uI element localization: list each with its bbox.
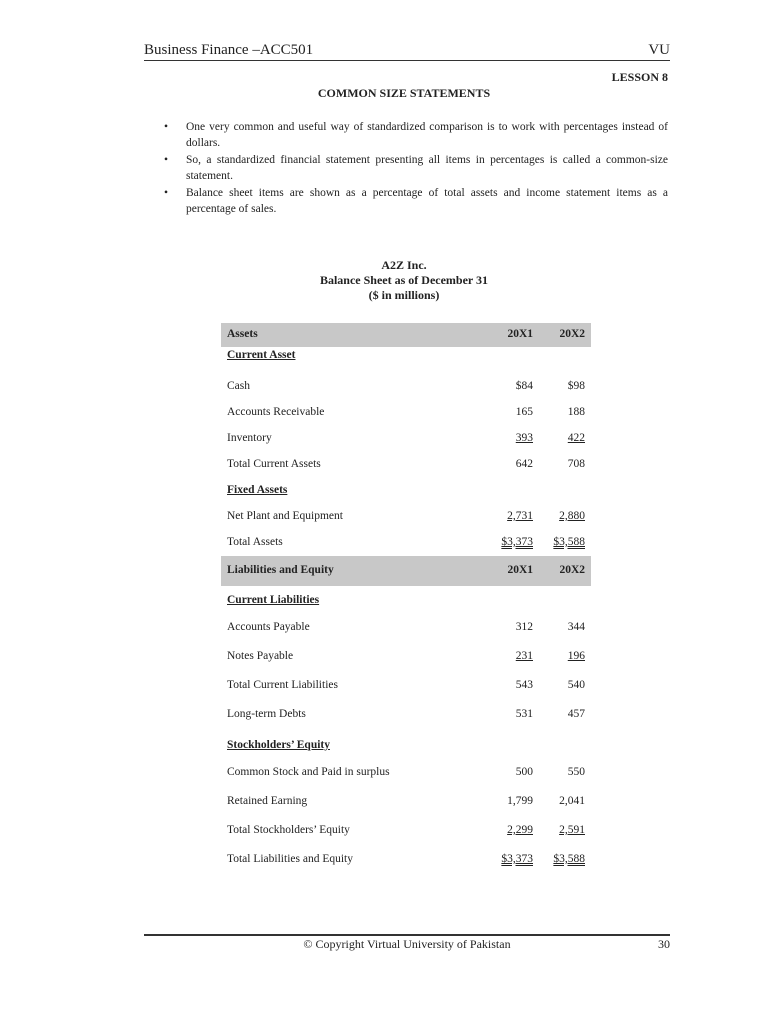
row-value-year-2: 2,880 (559, 510, 585, 522)
bullet-text: One very common and useful way of standardized comparison is to work with percentages instead of dollars. (186, 121, 668, 149)
bullet-icon: • (164, 121, 169, 133)
row-label: Accounts Payable (227, 621, 310, 633)
row-value-year-2: 422 (567, 432, 585, 444)
row-label: Notes Payable (227, 650, 294, 662)
bullet-icon: • (164, 154, 169, 166)
row-label: Total Stockholders’ Equity (227, 824, 350, 836)
bullet-item (162, 152, 668, 184)
lesson-number: LESSON 8 (611, 70, 668, 84)
row-label: Accounts Receivable (227, 406, 325, 418)
row-label: Total Liabilities and Equity (227, 853, 353, 865)
course-title: Business Finance –ACC501 (144, 42, 314, 58)
row-value-year-1: 642 (515, 458, 533, 470)
statement-units: ($ in millions) (368, 288, 440, 302)
table-row (221, 844, 591, 873)
bullet-item (162, 185, 668, 217)
row-value-year-2: 344 (567, 621, 585, 633)
subheading-label: Current Liabilities (227, 594, 320, 606)
row-value-year-2: 196 (567, 650, 585, 662)
table-row (221, 452, 591, 478)
row-value-year-1: 393 (515, 432, 533, 444)
statement-title-block (0, 258, 768, 303)
row-value-year-1: $84 (515, 380, 533, 392)
row-label: Retained Earning (227, 795, 308, 807)
bullet-text: So, a standardized financial statement presenting all items in percentages is called a common-size statement. (186, 154, 668, 182)
row-label: Total Current Liabilities (227, 679, 338, 691)
row-value-year-1: 500 (515, 766, 533, 778)
row-value-year-1: 2,299 (507, 824, 533, 836)
bullet-icon: • (164, 187, 169, 199)
copyright-notice: © Copyright Virtual University of Pakistan (303, 937, 511, 951)
row-value-year-2: $3,588 (553, 536, 585, 548)
fixed-assets-heading (221, 478, 591, 504)
row-label: Total Current Assets (227, 458, 321, 470)
row-value-year-1: 2,731 (507, 510, 533, 522)
row-value-year-2: 2,041 (559, 795, 585, 807)
subheading-label: Fixed Assets (227, 484, 288, 496)
page-footer (144, 934, 670, 951)
liabilities-header-row (221, 556, 591, 586)
row-value-year-1: $3,373 (501, 536, 533, 548)
current-assets-heading (221, 347, 591, 367)
table-row (221, 641, 591, 670)
header-year-1: 20X1 (507, 328, 533, 340)
table-row (221, 426, 591, 452)
table-row (221, 367, 591, 400)
row-value-year-1: 543 (515, 679, 533, 691)
current-liabilities-heading (221, 586, 591, 612)
row-value-year-2: 2,591 (559, 824, 585, 836)
table-row (221, 699, 591, 728)
university-abbrev: VU (648, 42, 670, 58)
row-value-year-1: 531 (515, 708, 533, 720)
section-title: COMMON SIZE STATEMENTS (317, 86, 491, 100)
row-value-year-1: 231 (515, 650, 533, 662)
header-label: Liabilities and Equity (227, 564, 334, 576)
row-value-year-2: $98 (567, 380, 585, 392)
subheading-label: Current Asset (227, 349, 296, 361)
bullet-text: Balance sheet items are shown as a percentage of total assets and income statement items as a percentage of sales. (186, 187, 668, 215)
company-name: A2Z Inc. (381, 258, 427, 272)
bullet-list (162, 119, 668, 218)
header-year-2: 20X2 (559, 328, 585, 340)
row-value-year-1: 312 (515, 621, 533, 633)
row-label: Common Stock and Paid in surplus (227, 766, 390, 778)
header-year-1: 20X1 (507, 564, 533, 576)
row-value-year-1: 1,799 (507, 795, 533, 807)
row-label: Inventory (227, 432, 272, 444)
row-label: Cash (227, 380, 250, 392)
header-label: Assets (227, 328, 258, 340)
row-value-year-1: 165 (515, 406, 533, 418)
page-number: 30 (658, 937, 670, 951)
table-row (221, 815, 591, 844)
row-value-year-2: 540 (567, 679, 585, 691)
row-value-year-2: 457 (567, 708, 585, 720)
row-label: Total Assets (227, 536, 283, 548)
table-row (221, 612, 591, 641)
page-header (144, 42, 670, 61)
row-value-year-1: $3,373 (501, 853, 533, 865)
row-label: Long-term Debts (227, 708, 306, 720)
stockholders-equity-heading (221, 728, 591, 757)
row-label: Net Plant and Equipment (227, 510, 343, 522)
table-row (221, 786, 591, 815)
bullet-item (162, 119, 668, 151)
table-row (221, 757, 591, 786)
row-value-year-2: $3,588 (553, 853, 585, 865)
balance-sheet-table (221, 323, 591, 873)
row-value-year-2: 188 (567, 406, 585, 418)
header-year-2: 20X2 (559, 564, 585, 576)
table-row (221, 400, 591, 426)
row-value-year-2: 550 (567, 766, 585, 778)
subheading-label: Stockholders’ Equity (227, 739, 330, 751)
row-value-year-2: 708 (567, 458, 585, 470)
table-row (221, 504, 591, 530)
table-row (221, 670, 591, 699)
assets-header-row (221, 323, 591, 347)
statement-title: Balance Sheet as of December 31 (319, 273, 489, 287)
table-row (221, 530, 591, 556)
